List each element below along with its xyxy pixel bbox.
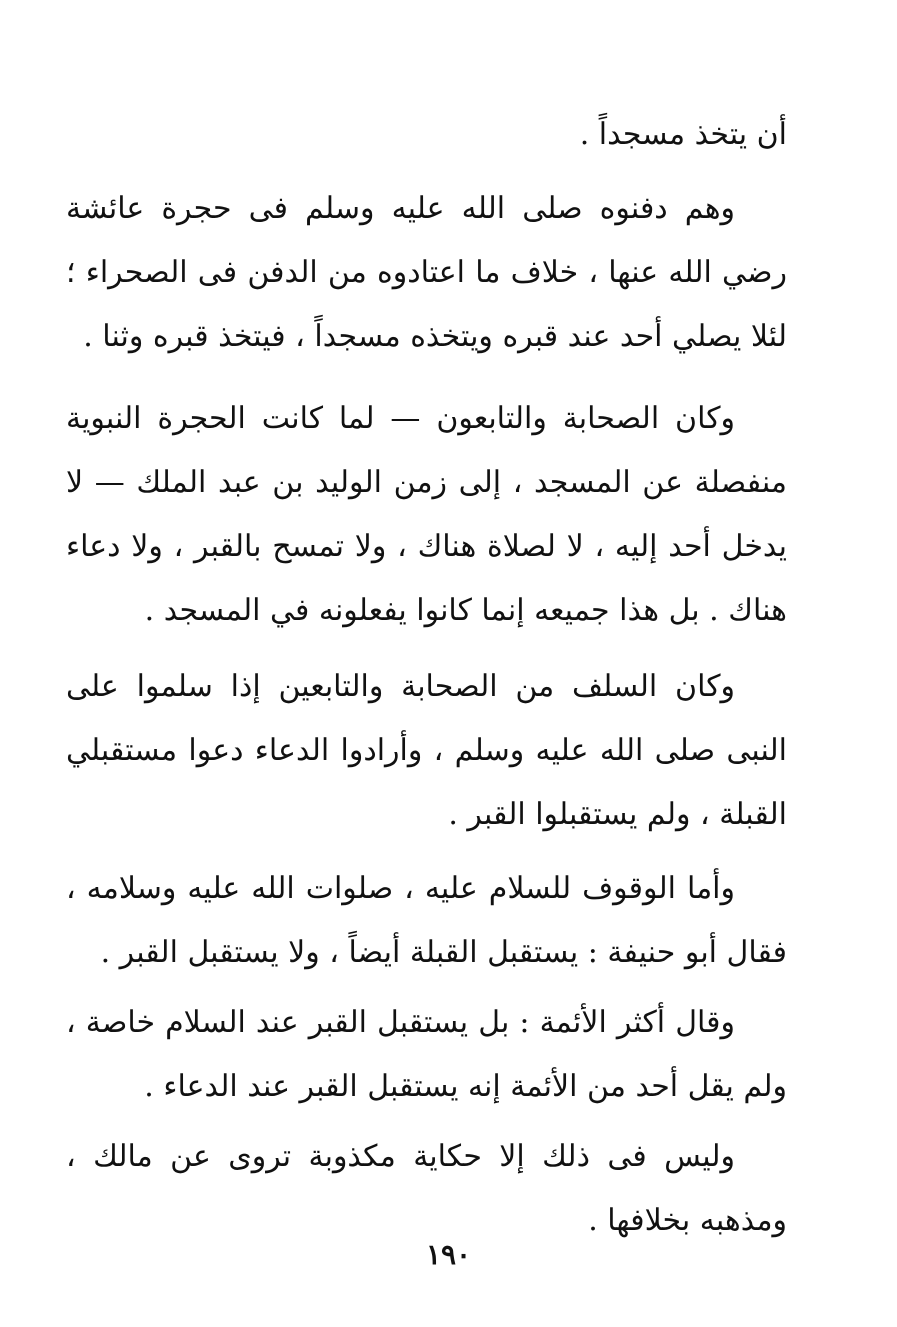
page-number: ١٩٠	[425, 1238, 472, 1271]
paragraph-continuation: أن يتخذ مسجداً .	[579, 117, 787, 152]
paragraph-imams: وقال أكثر الأئمة : بل يستقبل القبر عند السلام خاصة ، ولم يقل أحد من الأئمة إنه يستقبل القبر عند الدعاء .	[66, 1005, 787, 1104]
paragraph-abu-hanifa: وأما الوقوف للسلام عليه ، صلوات الله عليه وسلامه ، فقال أبو حنيفة : يستقبل القبلة أيضاً ، ولا يستقبل القبر .	[66, 871, 787, 970]
paragraph-malik: وليس فى ذلك إلا حكاية مكذوبة تروى عن مالك ، ومذهبه بخلافها .	[66, 1139, 787, 1238]
page-body	[66, 103, 787, 1253]
paragraph-companions: وكان الصحابة والتابعون — لما كانت الحجرة النبوية منفصلة عن المسجد ، إلى زمن الوليد بن عبد الملك — لا يدخل أحد إليه ، لا لصلاة هناك ، ولا تمسح بالقبر ، ولا دعاء هناك . بل هذا جميعه إنما كانوا يفعلونه في المسجد .	[66, 401, 787, 628]
paragraph-burial: وهم دفنوه صلى الله عليه وسلم فى حجرة عائشة رضي الله عنها ، خلاف ما اعتادوه من الدفن فى الصحراء ؛ لئلا يصلي أحد عند قبره ويتخذه مسجداً ، فيتخذ قبره وثنا .	[66, 191, 787, 354]
paragraph-salaf: وكان السلف من الصحابة والتابعين إذا سلموا على النبى صلى الله عليه وسلم ، وأرادوا الدعاء دعوا مستقبلي القبلة ، ولم يستقبلوا القبر .	[66, 669, 787, 832]
